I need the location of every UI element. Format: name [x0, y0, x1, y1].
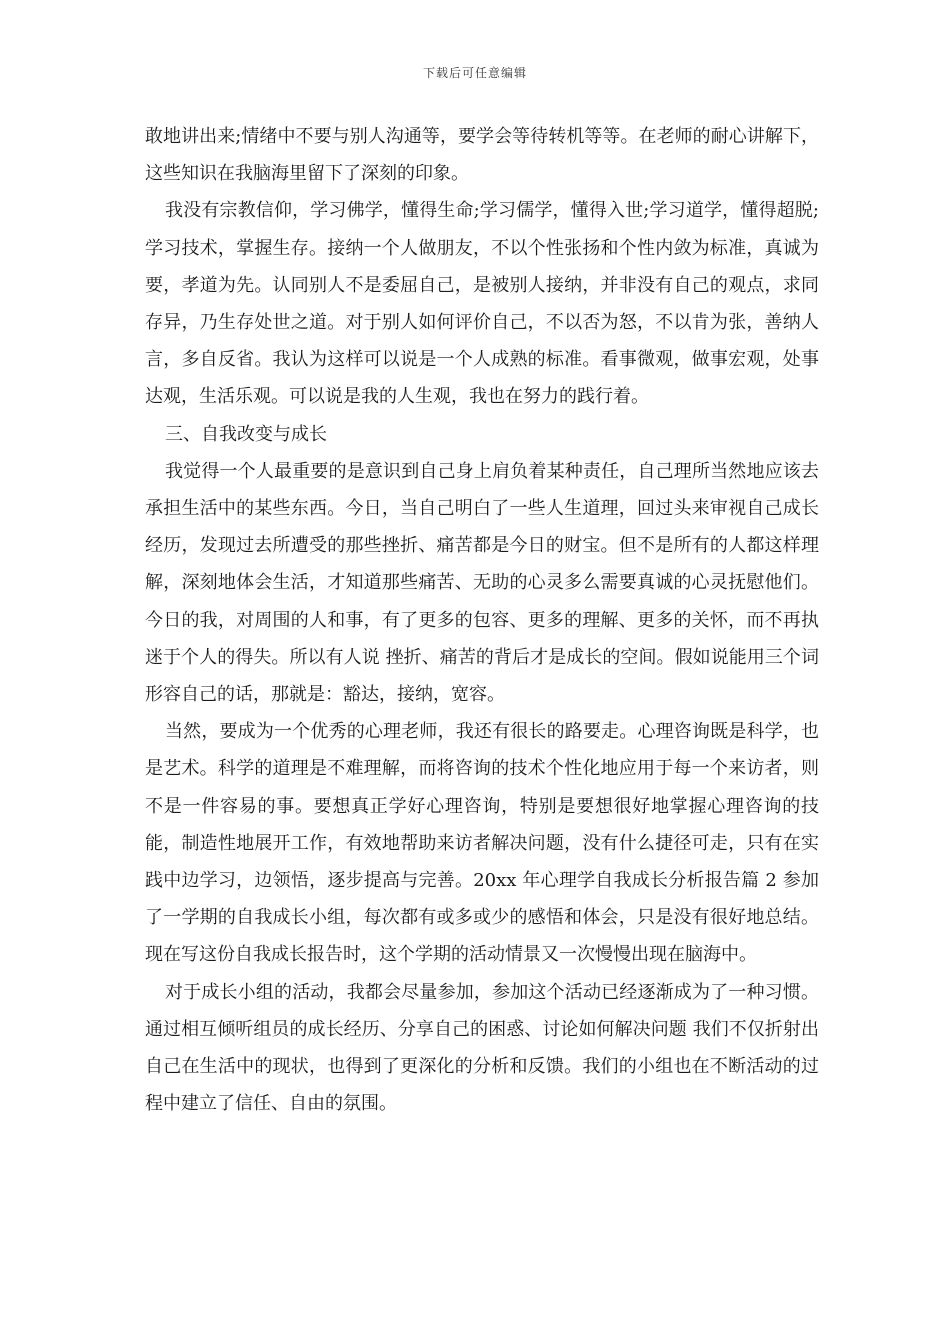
paragraph-2: 我没有宗教信仰，学习佛学，懂得生命;学习儒学，懂得入世;学习道学，懂得超脱;学习技术，掌握生存。接纳一个人做朋友，不以个性张扬和个性内敛为标准，真诚为要，孝道为先。认同别人不是委屈自己，是被别人接纳，并非没有自己的观点，求同存异，乃生存处世之道。对于别人如何评价自己，不以否为怒，不以肯为张，善纳人言，多自反省。我认为这样可以说是一个人成熟的标准。看事微观，做事宏观，处事达观，生活乐观。可以说是我的人生观，我也在努力的践行着。 — [145, 200, 819, 408]
paragraph-3: 我觉得一个人最重要的是意识到自己身上肩负着某种责任，自己理所当然地应该去承担生活中的某些东西。今日，当自己明白了一些人生道理，回过头来审视自己成长经历，发现过去所遭受的那些挫折、痛苦都是今日的财宝。但不是所有的人都这样理解，深刻地体会生活，才知道那些痛苦、无助的心灵多么需要真诚的心灵抚慰他们。今日的我，对周围的人和事，有了更多的包容、更多的理解、更多的关怀，而不再执迷于个人的得失。所以有人说 挫折、痛苦的背后才是成长的空间。假如说能用三个词形容自己的话，那就是：豁达，接纳，宽容。 — [145, 460, 819, 706]
paragraph-1: 敢地讲出来;情绪中不要与别人沟通等，要学会等待转机等等。在老师的耐心讲解下，这些知识在我脑海里留下了深刻的印象。 — [145, 126, 819, 185]
paragraph-5: 对于成长小组的活动，我都会尽量参加，参加这个活动已经逐渐成为了一种习惯。通过相互倾听组员的成长经历、分享自己的困惑、讨论如何解决问题 我们不仅折射出自己在生活中的现状，也得到了更深化的分析和反馈。我们的小组也在不断活动的过程中建立了信任、自由的氛围。 — [145, 981, 819, 1115]
document-body — [145, 118, 819, 1122]
section-heading: 三、自我改变与成长 — [165, 423, 327, 445]
paragraph-4: 当然，要成为一个优秀的心理老师，我还有很长的路要走。心理咨询既是科学，也是艺术。科学的道理是不难理解，而将咨询的技术个性化地应用于每一个来访者，则不是一件容易的事。要想真正学好心理咨询，特别是要想很好地掌握心理咨询的技能，制造性地展开工作，有效地帮助来访者解决问题，没有什么捷径可走，只有在实践中边学习，边领悟，逐步提高与完善。20xx 年心理学自我成长分析报告篇 2 参加了一学期的自我成长小组，每次都有或多或少的感悟和体会，只是没有很好地总结。现在写这份自我成长报告时，这个学期的活动情景又一次慢慢出现在脑海中。 — [145, 721, 819, 966]
page-header: 下载后可任意编辑 — [422, 66, 527, 80]
